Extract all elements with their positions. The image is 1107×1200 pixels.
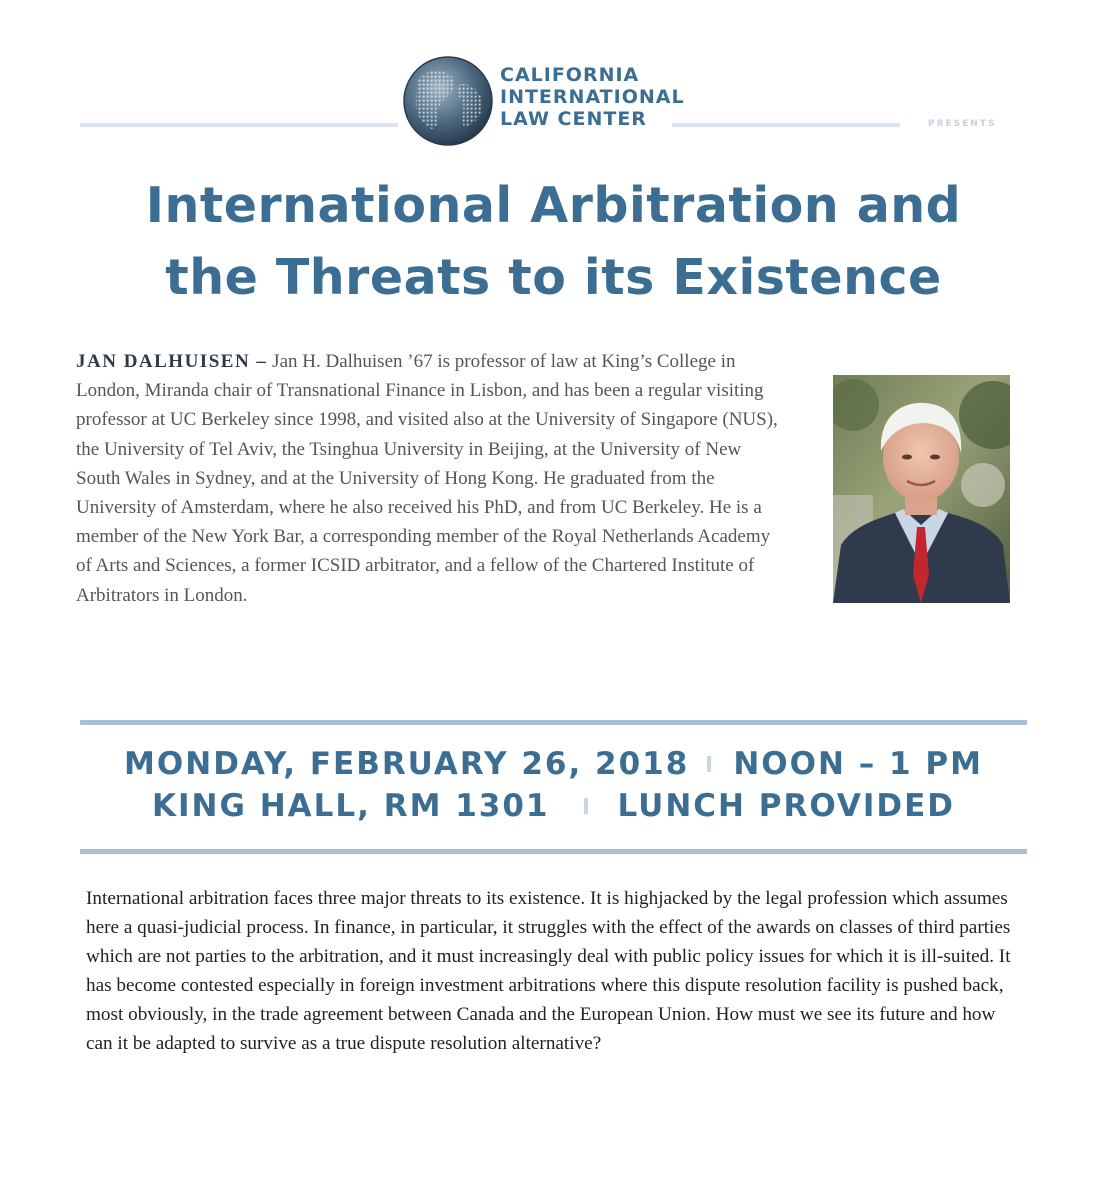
event-food: LUNCH PROVIDED <box>617 788 956 824</box>
event-date-time-line <box>0 744 1107 784</box>
speaker-name: JAN DALHUISEN – <box>76 351 268 372</box>
event-location: KING HALL, RM 1301 <box>151 788 550 824</box>
event-title-line-1: International Arbitration and <box>145 177 962 234</box>
event-rule-bottom <box>80 849 1027 854</box>
event-time: NOON – 1 PM <box>733 746 983 782</box>
header-rule-left <box>80 123 398 127</box>
event-location-line <box>0 786 1107 826</box>
speaker-bio <box>76 347 788 610</box>
header-rule-right <box>672 123 900 127</box>
event-rule-top <box>80 720 1027 725</box>
event-abstract: International arbitration faces three major threats to its existence. It is highjacked by the legal profession which assumes here a quasi-judicial process. In finance, in particular, it struggles with the effect of the awards on classes of third parties which are not parties to the arbitration, and it must increasingly deal with public policy issues for which it is ill-suited. It has become contested especially in foreign investment arbitrations where this dispute resolution facility is pushed back, most obviously, in the trade agreement between Canada and the European Union. How must we see its future and how can it be adapted to survive as a true dispute resolution alternative? <box>86 888 1011 1055</box>
org-name-line-2: INTERNATIONAL <box>500 86 685 108</box>
presents-label: PRESENTS <box>928 119 997 129</box>
speaker-bio-text: Jan H. Dalhuisen ’67 is professor of law at King’s College in London, Miranda chair of Transnational Finance in Lisbon, and has been a regular visiting professor at UC Berkeley since 1998, and visited also at the University of Singapore (NUS), the University of Tel Aviv, the Tsinghua University in Beijing, at the University of New South Wales in Sydney, and at the University of Hong Kong. He graduated from the University of Amsterdam, where he also received his PhD, and from UC Berkeley. He is a member of the New York Bar, a corresponding member of the Royal Netherlands Academy of Arts and Sciences, a former ICSID arbitrator, and a fellow of the Chartered Institute of Arbitrators in London. <box>76 351 778 606</box>
separator-bar <box>584 798 588 814</box>
globe-icon <box>402 55 494 147</box>
speaker-photo <box>833 375 1010 603</box>
org-name-line-1: CALIFORNIA <box>500 64 640 86</box>
org-name-line-3: LAW CENTER <box>500 108 647 130</box>
event-date: MONDAY, FEBRUARY 26, 2018 <box>124 746 690 782</box>
separator-bar <box>707 756 711 772</box>
org-name <box>500 64 760 130</box>
event-title <box>30 170 1077 314</box>
event-title-line-2: the Threats to its Existence <box>165 249 942 306</box>
